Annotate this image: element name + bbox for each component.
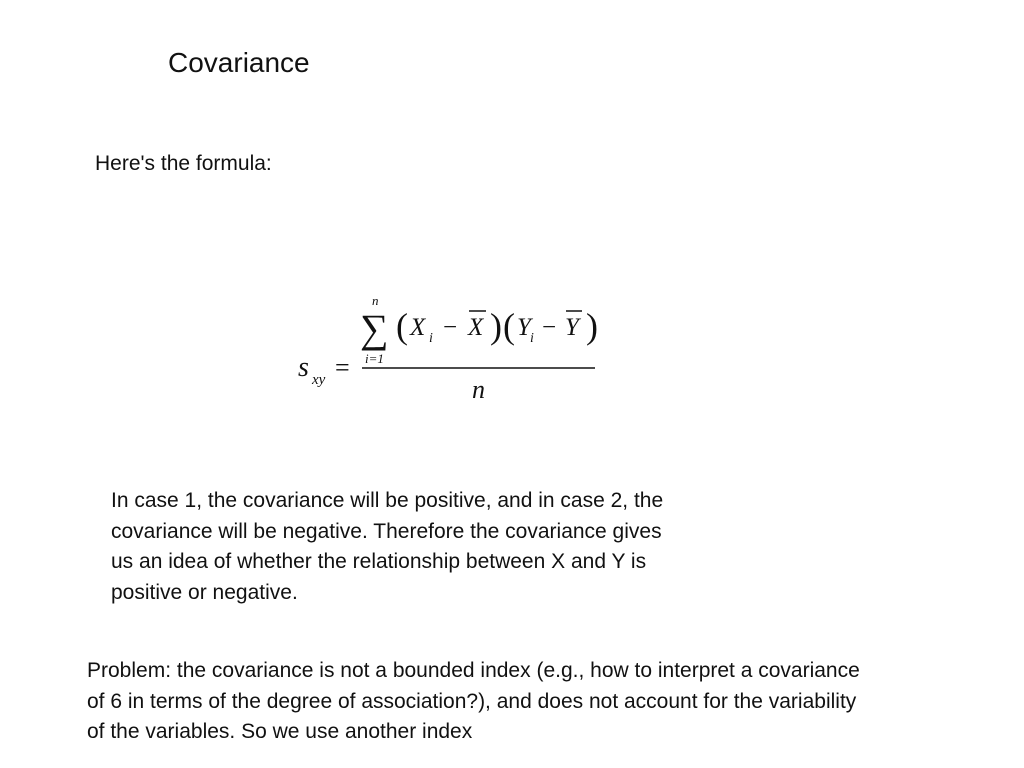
paragraph-line: covariance will be negative. Therefore the covariance gives	[111, 519, 662, 543]
formula-open-paren-1: (	[396, 306, 408, 346]
covariance-formula	[290, 290, 620, 415]
formula-sum-lower: i=1	[365, 351, 384, 366]
formula-close-paren-2: )	[586, 306, 598, 346]
paragraph-line: of the variables. So we use another index	[87, 720, 473, 743]
intro-text: Here's the formula:	[95, 152, 272, 175]
formula-y-var: Y	[517, 314, 531, 341]
formula-graphic	[290, 290, 620, 415]
formula-y-index: i	[530, 331, 534, 346]
formula-denominator: n	[472, 375, 485, 404]
formula-open-paren-2: (	[503, 306, 515, 346]
paragraph-line: positive or negative.	[111, 580, 298, 604]
paragraph-line: us an idea of whether the relationship between X and Y is	[111, 550, 647, 573]
case-explanation-paragraph	[111, 486, 751, 608]
formula-x-index: i	[429, 331, 433, 346]
paragraph-line: In case 1, the covariance will be positive, and in case 2, the	[111, 489, 664, 512]
paragraph-line: of 6 in terms of the degree of association?), and does not account for the variability	[87, 689, 857, 713]
paragraph-line: Problem: the covariance is not a bounded index (e.g., how to interpret a covariance	[87, 659, 860, 682]
formula-lhs-symbol: s	[298, 352, 309, 383]
formula-sum-symbol: ∑	[360, 306, 389, 351]
formula-minus-2: −	[542, 314, 557, 341]
formula-lhs-subscript: xy	[312, 372, 326, 388]
formula-equals: =	[335, 353, 350, 382]
formula-x-mean: X	[468, 314, 484, 341]
formula-y-mean: Y	[565, 314, 579, 341]
formula-minus-1: −	[443, 314, 458, 341]
formula-x-var: X	[410, 314, 426, 341]
formula-close-paren-1: )	[490, 306, 502, 346]
formula-sum-upper: n	[372, 293, 379, 308]
slide-title: Covariance	[168, 47, 310, 78]
problem-paragraph	[87, 656, 987, 748]
